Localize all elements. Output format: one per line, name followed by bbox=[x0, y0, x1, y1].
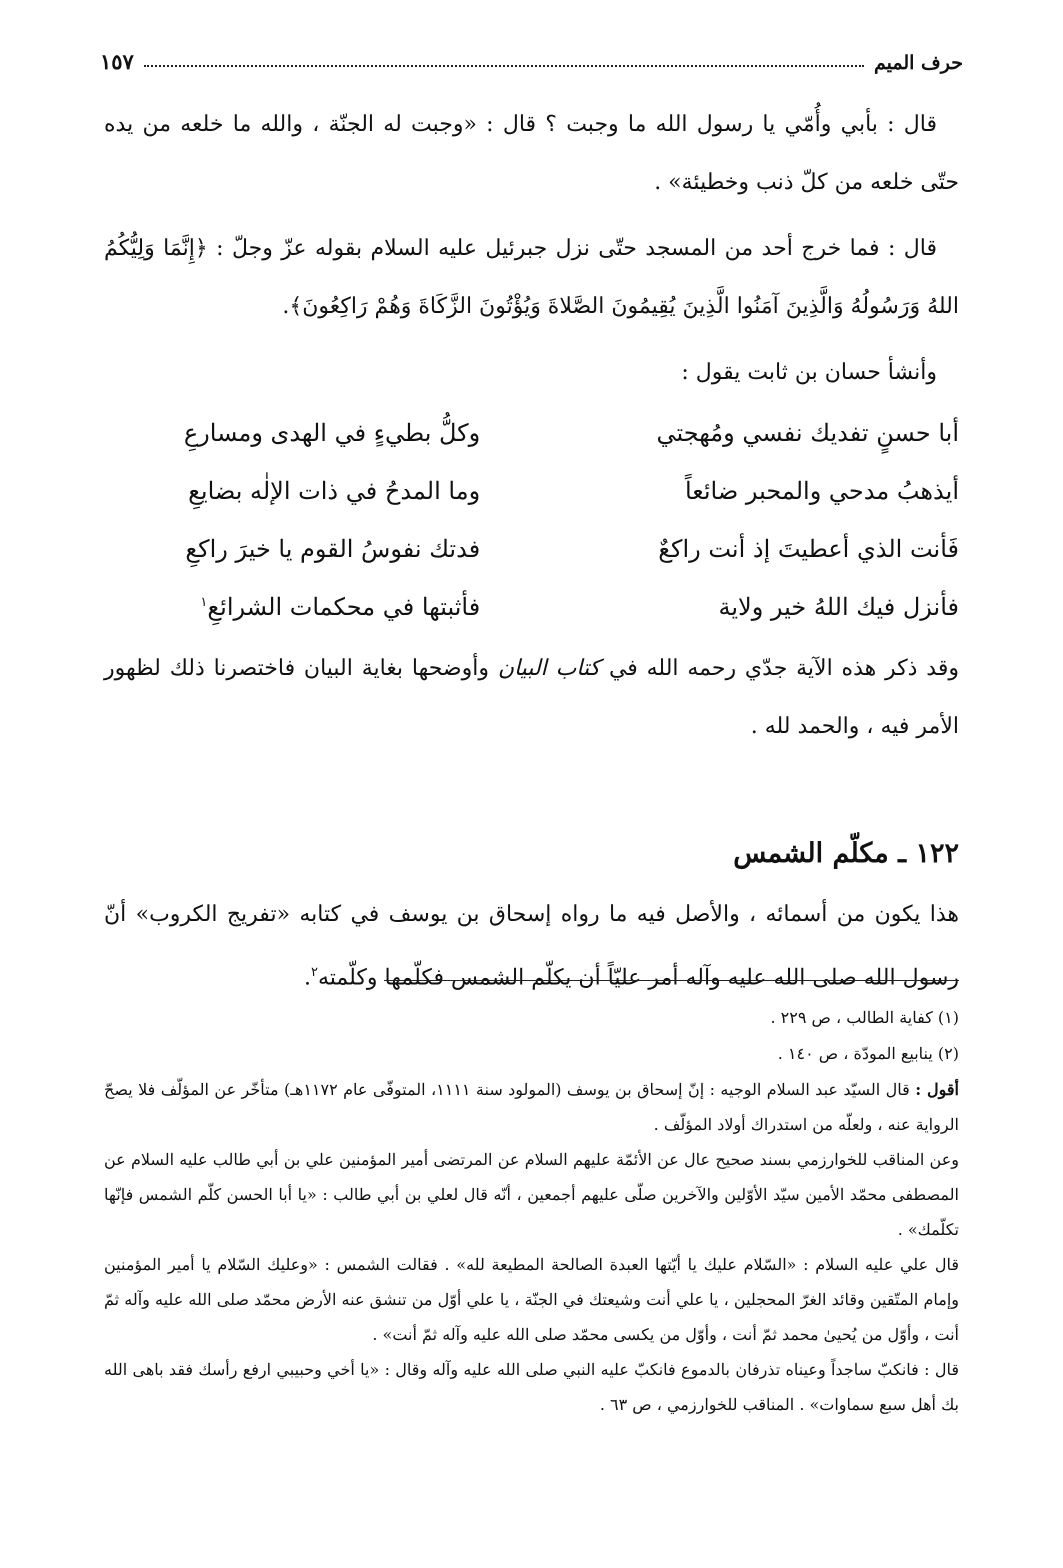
closing-paragraph bbox=[104, 640, 959, 756]
footnote-separator bbox=[384, 980, 959, 981]
section-paragraph bbox=[104, 886, 959, 1007]
poem bbox=[104, 404, 959, 636]
footnote-narration-3: قال : فانكبّ ساجداً وعيناه تذرفان بالدموع فانكبّ عليه النبي صلى الله عليه وآله وقال : «يا أخي وحبيبي ارفع رأسك فقد باهى الله بك أهل سبع سماوات» . المناقب للخوارزمي ، ص ٦٣ . bbox=[104, 1360, 960, 1414]
poem-verse bbox=[104, 520, 959, 578]
comment-text: قال السيّد عبد السلام الوجيه : إنّ إسحاق بن يوسف (المولود سنة ١١١١، المتوفّى عام ١١٧٢هـ) متأخّر عن المؤلّف فلا يصحّ الرواية عنه ، ولعلّه من استدراك أولاد المؤلّف . bbox=[104, 1080, 959, 1134]
footnote-comment bbox=[104, 1072, 959, 1142]
footnote-2: (٢) ينابيع المودّة ، ص ١٤٠ . bbox=[777, 1044, 959, 1063]
verse-second-hemistich: وما المدحُ في ذات الإلٰه بضايعِ bbox=[188, 477, 481, 505]
poem-verse bbox=[104, 462, 959, 520]
footnote-marker: ٢ bbox=[311, 965, 318, 980]
header-dot-leader bbox=[144, 65, 864, 67]
verse-first-hemistich: فأنزل فيك اللهُ خير ولاية bbox=[718, 593, 959, 621]
book-title: كتاب البيان bbox=[497, 656, 601, 681]
comment-label: أقول : bbox=[915, 1080, 960, 1099]
main-text bbox=[104, 96, 959, 1015]
page-number: ١٥٧ bbox=[100, 49, 134, 74]
footnotes bbox=[104, 1000, 959, 1422]
verse-text: فأثبتها في محكمات الشرائعِ bbox=[207, 593, 481, 621]
section-end: . bbox=[304, 965, 312, 991]
poem-intro: وأنشأ حسان بن ثابت يقول : bbox=[681, 360, 937, 385]
verse-second-hemistich: وكلُّ بطيءٍ في الهدى ومسارعِ bbox=[183, 419, 481, 447]
footnote-narration-2: قال علي عليه السلام : «السّلام عليك يا أيّتها العبدة الصالحة المطيعة لله» . فقالت الشمس : «وعليك السّلام يا أمير المؤمنين وإمام المتّقين وقائد الغرّ المحجلين ، يا علي أنت وشيعتك في الجنّة ، يا علي أوّل من تنشق عنه الأرض محمّد صلى الله عليه وآله ثمّ أنت ، وأوّل من يُحيىٰ محمد ثمّ أنت ، وأوّل من يكسى محمّد صلى الله عليه وآله ثمّ أنت» . bbox=[104, 1255, 959, 1344]
closing-text-start: وقد ذكر هذه الآية جدّي رحمه الله في bbox=[600, 656, 959, 681]
closing-text-end: وأوضحها بغاية البيان فاختصرنا ذلك لظهور الأمر فيه ، والحمد لله . bbox=[104, 656, 959, 739]
paragraph-2: قال : فما خرج أحد من المسجد حتّى نزل جبرئيل عليه السلام بقوله عزّ وجلّ : ﴿إِنَّمَا وَلِيُّكُمُ اللهُ وَرَسُولُهُ وَالَّذِينَ آمَنُوا الَّذِينَ يُقِيمُونَ الصَّلاةَ وَيُؤْتُونَ الزَّكَاةَ وَهُمْ رَاكِعُونَ﴾. bbox=[104, 236, 959, 319]
running-header bbox=[100, 38, 963, 74]
paragraph-1: قال : بأبي وأُمّي يا رسول الله ما وجبت ؟ قال : «وجبت له الجنّة ، والله ما خلعه من يده حتّى خلعه من كلّ ذنب وخطيئة» . bbox=[104, 112, 959, 195]
verse-first-hemistich: فَأنت الذي أعطيتَ إذ أنت راكعٌ bbox=[658, 535, 959, 563]
footnote-1: (١) كفاية الطالب ، ص ٢٢٩ . bbox=[770, 1008, 959, 1027]
footnote-narration-1: وعن المناقب للخوارزمي بسند صحيح عال عن الأئمّة عليهم السلام عن المرتضى أمير المؤمنين علي بن أبي طالب عليه السلام عن المصطفى محمّد الأمين سيّد الأوّلين والآخرين صلّى عليهم أجمعين ، أنّه قال لعلي بن أبي طالب : «يا أبا الحسن كلّم الشمس فإنّها تكلّمك» . bbox=[104, 1150, 960, 1239]
chapter-title: حرف الميم bbox=[874, 52, 963, 74]
verse-first-hemistich: أبا حسنٍ تفديك نفسي ومُهجتي bbox=[656, 419, 959, 447]
poem-verse bbox=[104, 404, 959, 462]
footnote-marker: ١ bbox=[200, 595, 208, 610]
section-text: هذا يكون من أسمائه ، والأصل فيه ما رواه إسحاق بن يوسف في كتابه «تفريج الكروب» أنّ رسول الله صلى الله عليه وآله أمر عليّاً أن يكلّم الشمس فكلّمها وكلّمته bbox=[104, 902, 959, 991]
section-title: ١٢٢ ـ مكلّم الشمس bbox=[733, 838, 959, 869]
verse-first-hemistich: أيذهبُ مدحي والمحبر ضائعاً bbox=[684, 477, 959, 505]
poem-verse bbox=[104, 578, 959, 636]
verse-second-hemistich: فدتك نفوسُ القوم يا خيرَ راكعِ bbox=[185, 535, 481, 563]
verse-second-hemistich bbox=[104, 593, 480, 621]
